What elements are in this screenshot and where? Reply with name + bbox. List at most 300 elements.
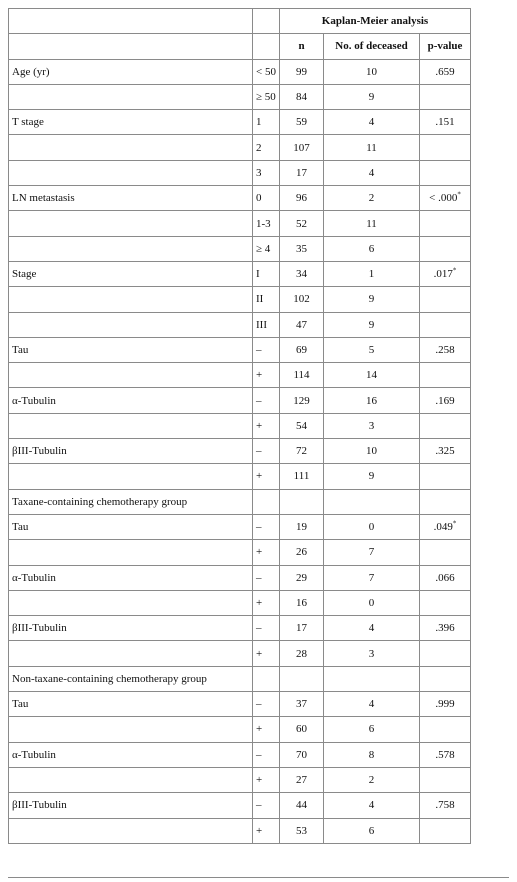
row-n-cell xyxy=(280,59,324,84)
row-deceased-cell xyxy=(324,186,420,211)
row-subgroup-text: – xyxy=(256,622,262,635)
row-deceased-text: 4 xyxy=(368,698,375,711)
row-n-text: 47 xyxy=(296,318,307,331)
row-label-cell xyxy=(9,590,253,615)
row-n-text: 59 xyxy=(296,116,307,129)
row-deceased-text: 10 xyxy=(366,65,377,78)
row-label-text: Tau xyxy=(12,521,29,534)
significance-marker: * xyxy=(452,519,457,528)
row-n-cell xyxy=(280,110,324,135)
row-subgroup-cell xyxy=(253,160,280,185)
row-label-cell xyxy=(9,135,253,160)
table-row xyxy=(9,767,471,792)
row-n-text: 69 xyxy=(296,344,307,356)
row-subgroup-text: 2 xyxy=(256,141,262,154)
row-n-cell xyxy=(280,742,324,767)
row-deceased-cell xyxy=(324,388,420,413)
row-label-cell xyxy=(9,211,253,236)
row-subgroup-cell xyxy=(253,211,280,236)
row-label-cell xyxy=(9,59,253,84)
row-p-value-cell xyxy=(420,287,471,312)
row-deceased-cell xyxy=(324,363,420,388)
table-row xyxy=(9,641,471,666)
row-label-cell xyxy=(9,616,253,641)
row-p-value-cell xyxy=(420,160,471,185)
row-deceased-cell xyxy=(324,110,420,135)
row-deceased-text: 7 xyxy=(368,546,375,559)
row-deceased-text: 2 xyxy=(368,192,375,205)
row-label-cell xyxy=(9,818,253,843)
row-subgroup-cell xyxy=(253,261,280,286)
row-n-cell xyxy=(280,717,324,742)
row-subgroup-text: – xyxy=(256,698,262,711)
row-label-text: T stage xyxy=(12,116,44,129)
row-subgroup-cell xyxy=(253,489,280,514)
table-row xyxy=(9,287,471,312)
row-deceased-cell xyxy=(324,160,420,185)
row-subgroup-text: 0 xyxy=(256,192,262,205)
row-deceased-text: 1 xyxy=(368,268,375,281)
table-row xyxy=(9,413,471,438)
row-label-cell xyxy=(9,413,253,438)
row-subgroup-text: + xyxy=(256,596,263,609)
row-p-value-cell xyxy=(420,211,471,236)
row-subgroup-text: 3 xyxy=(256,166,262,179)
row-deceased-text: 10 xyxy=(366,445,377,458)
row-subgroup-cell xyxy=(253,312,280,337)
row-subgroup-cell xyxy=(253,666,280,691)
row-deceased-cell xyxy=(324,793,420,818)
row-deceased-cell xyxy=(324,337,420,362)
row-p-value-text: .396 xyxy=(435,622,455,635)
row-p-value-text: .659 xyxy=(435,65,455,78)
row-n-cell xyxy=(280,514,324,539)
row-subgroup-cell xyxy=(253,692,280,717)
table-row xyxy=(9,388,471,413)
row-deceased-cell xyxy=(324,312,420,337)
row-p-value-cell xyxy=(420,464,471,489)
row-label-text: βIII-Tubulin xyxy=(12,445,67,458)
row-label-cell xyxy=(9,767,253,792)
row-label-text: α-Tubulin xyxy=(12,394,56,407)
row-label-text: Non-taxane-containing chemotherapy group xyxy=(12,672,207,685)
header-row-group xyxy=(9,9,471,34)
table-row xyxy=(9,616,471,641)
row-n-cell xyxy=(280,211,324,236)
header-blank-cell xyxy=(253,9,280,34)
row-deceased-cell xyxy=(324,211,420,236)
row-subgroup-cell xyxy=(253,540,280,565)
row-subgroup-cell xyxy=(253,565,280,590)
table-row xyxy=(9,514,471,539)
row-deceased-text: 11 xyxy=(366,141,377,154)
row-deceased-cell xyxy=(324,135,420,160)
row-label-cell xyxy=(9,692,253,717)
row-deceased-cell xyxy=(324,717,420,742)
row-subgroup-cell xyxy=(253,413,280,438)
row-subgroup-text: – xyxy=(256,748,262,761)
row-deceased-cell xyxy=(324,287,420,312)
row-p-value-cell xyxy=(420,84,471,109)
table-row xyxy=(9,312,471,337)
row-label-text: Tau xyxy=(12,698,29,711)
row-subgroup-cell xyxy=(253,742,280,767)
row-subgroup-text: – xyxy=(256,521,262,534)
row-p-value-text: .258 xyxy=(435,344,455,356)
row-deceased-cell xyxy=(324,489,420,514)
row-n-cell xyxy=(280,540,324,565)
table-row xyxy=(9,793,471,818)
row-n-cell xyxy=(280,489,324,514)
row-p-value-cell xyxy=(420,692,471,717)
row-n-cell xyxy=(280,793,324,818)
row-subgroup-cell xyxy=(253,236,280,261)
row-label-cell xyxy=(9,337,253,362)
table-row xyxy=(9,464,471,489)
row-n-text: 84 xyxy=(296,91,307,104)
row-n-text: 16 xyxy=(296,596,307,609)
row-deceased-cell xyxy=(324,540,420,565)
row-p-value-cell xyxy=(420,818,471,843)
row-deceased-cell xyxy=(324,84,420,109)
row-label-cell xyxy=(9,84,253,109)
row-n-text: 114 xyxy=(293,369,310,382)
table-row xyxy=(9,110,471,135)
row-deceased-cell xyxy=(324,464,420,489)
row-n-cell xyxy=(280,388,324,413)
row-subgroup-text: ≥ 4 xyxy=(256,242,271,255)
header-row-columns xyxy=(9,34,471,59)
row-label-cell xyxy=(9,742,253,767)
row-subgroup-text: – xyxy=(256,344,262,356)
row-subgroup-text: + xyxy=(256,723,263,736)
row-deceased-text: 6 xyxy=(368,723,375,736)
row-deceased-cell xyxy=(324,565,420,590)
row-p-value-text: .017 xyxy=(433,268,453,281)
table-row xyxy=(9,565,471,590)
row-deceased-cell xyxy=(324,818,420,843)
row-p-value-text: .151 xyxy=(435,116,455,129)
row-deceased-text: 9 xyxy=(368,470,375,483)
row-subgroup-cell xyxy=(253,514,280,539)
row-p-value-cell xyxy=(420,186,471,211)
row-n-text: 34 xyxy=(296,268,307,281)
row-label-cell xyxy=(9,186,253,211)
row-n-text: 37 xyxy=(296,698,307,711)
table-row xyxy=(9,692,471,717)
row-p-value-cell xyxy=(420,388,471,413)
row-label-text: Stage xyxy=(12,268,37,281)
row-subgroup-text: + xyxy=(256,369,263,382)
row-p-value-cell xyxy=(420,312,471,337)
row-n-cell xyxy=(280,666,324,691)
row-deceased-text: 16 xyxy=(366,394,377,407)
row-p-value-cell xyxy=(420,413,471,438)
row-label-cell xyxy=(9,312,253,337)
row-subgroup-text: III xyxy=(256,318,267,331)
row-deceased-cell xyxy=(324,236,420,261)
row-subgroup-cell xyxy=(253,793,280,818)
row-n-cell xyxy=(280,818,324,843)
row-p-value-cell xyxy=(420,261,471,286)
table-row xyxy=(9,135,471,160)
header-group-label: Kaplan-Meier analysis xyxy=(280,9,471,34)
row-p-value-cell xyxy=(420,717,471,742)
row-deceased-cell xyxy=(324,439,420,464)
row-n-cell xyxy=(280,590,324,615)
row-n-text: 26 xyxy=(296,546,307,559)
row-subgroup-text: I xyxy=(256,268,260,281)
row-subgroup-text: ≥ 50 xyxy=(256,91,276,104)
row-p-value-text: .169 xyxy=(435,394,455,407)
row-n-text: 17 xyxy=(296,622,307,635)
row-n-cell xyxy=(280,565,324,590)
table-row xyxy=(9,363,471,388)
row-label-text: α-Tubulin xyxy=(12,748,56,761)
row-p-value-cell xyxy=(420,337,471,362)
row-subgroup-text: – xyxy=(256,445,262,458)
row-n-cell xyxy=(280,413,324,438)
row-subgroup-text: – xyxy=(256,799,262,812)
header-blank-cell xyxy=(9,9,253,34)
row-label-cell xyxy=(9,565,253,590)
row-deceased-text: 9 xyxy=(368,293,375,306)
row-p-value-cell xyxy=(420,590,471,615)
row-label-cell xyxy=(9,540,253,565)
row-deceased-cell xyxy=(324,413,420,438)
row-deceased-cell xyxy=(324,59,420,84)
row-subgroup-cell xyxy=(253,84,280,109)
row-subgroup-cell xyxy=(253,717,280,742)
row-n-cell xyxy=(280,160,324,185)
table-row xyxy=(9,236,471,261)
table-row xyxy=(9,540,471,565)
row-label-cell xyxy=(9,287,253,312)
row-n-text: 102 xyxy=(293,293,310,306)
row-subgroup-cell xyxy=(253,818,280,843)
table-row xyxy=(9,261,471,286)
row-p-value-cell xyxy=(420,540,471,565)
row-label-text: βIII-Tubulin xyxy=(12,622,67,635)
row-n-cell xyxy=(280,287,324,312)
row-deceased-text: 14 xyxy=(366,369,377,382)
row-subgroup-cell xyxy=(253,439,280,464)
row-label-cell xyxy=(9,514,253,539)
row-n-text: 44 xyxy=(296,799,307,812)
row-n-text: 17 xyxy=(296,166,307,179)
row-deceased-text: 3 xyxy=(368,647,375,660)
row-subgroup-text: < 50 xyxy=(256,65,276,78)
row-subgroup-text: + xyxy=(256,647,263,660)
row-p-value-text: .999 xyxy=(435,698,455,711)
row-n-cell xyxy=(280,84,324,109)
row-deceased-text: 0 xyxy=(368,596,375,609)
row-subgroup-cell xyxy=(253,464,280,489)
kaplan-meier-table xyxy=(8,8,471,844)
row-deceased-text: 8 xyxy=(368,748,375,761)
row-deceased-text: 4 xyxy=(368,622,375,635)
row-n-text: 60 xyxy=(296,723,307,736)
row-deceased-text: 4 xyxy=(368,116,375,129)
row-n-cell xyxy=(280,186,324,211)
row-n-cell xyxy=(280,363,324,388)
row-p-value-text: .758 xyxy=(435,799,455,812)
row-label-text: Taxane-containing chemotherapy group xyxy=(12,495,188,508)
row-p-value-cell xyxy=(420,767,471,792)
table-row xyxy=(9,590,471,615)
row-n-cell xyxy=(280,261,324,286)
row-p-value-cell xyxy=(420,110,471,135)
table-header xyxy=(9,9,471,60)
table-row xyxy=(9,211,471,236)
row-deceased-cell xyxy=(324,590,420,615)
row-p-value-cell xyxy=(420,666,471,691)
row-deceased-text: 6 xyxy=(368,242,375,255)
row-subgroup-cell xyxy=(253,59,280,84)
row-deceased-text: 4 xyxy=(368,166,375,179)
row-n-text: 129 xyxy=(293,394,310,407)
table-row xyxy=(9,160,471,185)
row-subgroup-text: – xyxy=(256,571,262,584)
header-col-p-value: p-value xyxy=(420,34,471,59)
significance-marker: * xyxy=(452,266,457,275)
table-row xyxy=(9,186,471,211)
row-label-text: Age (yr) xyxy=(12,65,50,78)
row-p-value-cell xyxy=(420,59,471,84)
header-col-n: n xyxy=(280,34,324,59)
row-n-text: 96 xyxy=(296,192,307,205)
row-subgroup-text: + xyxy=(256,419,263,432)
row-n-cell xyxy=(280,135,324,160)
row-subgroup-text: + xyxy=(256,546,263,559)
row-subgroup-cell xyxy=(253,363,280,388)
row-subgroup-cell xyxy=(253,135,280,160)
row-p-value-cell xyxy=(420,135,471,160)
row-p-value-cell xyxy=(420,565,471,590)
row-subgroup-cell xyxy=(253,186,280,211)
row-label-cell xyxy=(9,439,253,464)
row-subgroup-text: + xyxy=(256,774,263,787)
row-n-cell xyxy=(280,236,324,261)
row-p-value-text: .049 xyxy=(433,521,453,534)
row-p-value-text: .325 xyxy=(435,445,455,458)
row-label-cell xyxy=(9,388,253,413)
row-deceased-text: 9 xyxy=(368,91,375,104)
row-deceased-cell xyxy=(324,742,420,767)
row-n-text: 111 xyxy=(293,470,310,483)
row-subgroup-text: 1 xyxy=(256,116,262,129)
row-deceased-text: 9 xyxy=(368,318,375,331)
row-p-value-cell xyxy=(420,363,471,388)
table-bottom-rule xyxy=(8,877,509,878)
row-subgroup-cell xyxy=(253,641,280,666)
row-deceased-text: 0 xyxy=(368,521,375,534)
table-row xyxy=(9,742,471,767)
table-row xyxy=(9,717,471,742)
row-n-text: 52 xyxy=(296,217,307,230)
row-subgroup-text: 1-3 xyxy=(256,217,271,230)
row-p-value-cell xyxy=(420,793,471,818)
row-p-value-cell xyxy=(420,236,471,261)
row-n-text: 35 xyxy=(296,242,307,255)
row-deceased-text: 3 xyxy=(368,419,375,432)
row-subgroup-cell xyxy=(253,337,280,362)
row-subgroup-cell xyxy=(253,388,280,413)
table-row xyxy=(9,59,471,84)
row-n-cell xyxy=(280,439,324,464)
header-blank-cell xyxy=(253,34,280,59)
row-label-cell xyxy=(9,236,253,261)
row-deceased-text: 6 xyxy=(368,824,375,837)
row-label-cell xyxy=(9,363,253,388)
table-row xyxy=(9,439,471,464)
row-p-value-text: .578 xyxy=(435,748,455,761)
row-n-cell xyxy=(280,692,324,717)
row-n-text: 54 xyxy=(296,419,307,432)
header-blank-cell xyxy=(9,34,253,59)
row-p-value-cell xyxy=(420,514,471,539)
row-subgroup-cell xyxy=(253,767,280,792)
row-subgroup-text: – xyxy=(256,394,262,407)
row-p-value-cell xyxy=(420,616,471,641)
row-label-text: LN metastasis xyxy=(12,192,75,205)
row-n-cell xyxy=(280,767,324,792)
row-label-cell xyxy=(9,489,253,514)
row-p-value-text: .066 xyxy=(435,571,455,584)
row-label-cell xyxy=(9,464,253,489)
row-n-cell xyxy=(280,616,324,641)
row-n-text: 28 xyxy=(296,647,307,660)
table-body xyxy=(9,59,471,843)
row-label-cell xyxy=(9,110,253,135)
row-deceased-text: 4 xyxy=(368,799,375,812)
row-n-cell xyxy=(280,641,324,666)
row-subgroup-cell xyxy=(253,616,280,641)
row-label-cell xyxy=(9,793,253,818)
row-label-cell xyxy=(9,717,253,742)
table-row xyxy=(9,84,471,109)
row-n-text: 53 xyxy=(296,824,307,837)
row-n-cell xyxy=(280,337,324,362)
row-deceased-cell xyxy=(324,641,420,666)
row-label-cell xyxy=(9,666,253,691)
row-label-text: Tau xyxy=(12,344,29,356)
row-n-text: 99 xyxy=(296,65,307,78)
table-row xyxy=(9,489,471,514)
row-subgroup-text: II xyxy=(256,293,264,306)
row-subgroup-cell xyxy=(253,590,280,615)
row-deceased-cell xyxy=(324,767,420,792)
row-subgroup-text: + xyxy=(256,470,263,483)
row-subgroup-text: + xyxy=(256,824,263,837)
row-deceased-cell xyxy=(324,666,420,691)
row-p-value-cell xyxy=(420,439,471,464)
row-deceased-cell xyxy=(324,514,420,539)
row-subgroup-cell xyxy=(253,287,280,312)
row-n-text: 29 xyxy=(296,571,307,584)
row-label-text: α-Tubulin xyxy=(12,571,56,584)
row-label-cell xyxy=(9,641,253,666)
table-row xyxy=(9,337,471,362)
row-deceased-cell xyxy=(324,261,420,286)
row-deceased-text: 7 xyxy=(368,571,375,584)
row-deceased-text: 5 xyxy=(368,344,375,356)
row-deceased-text: 2 xyxy=(368,774,375,787)
row-p-value-cell xyxy=(420,489,471,514)
row-n-cell xyxy=(280,312,324,337)
table-row xyxy=(9,818,471,843)
row-n-text: 27 xyxy=(296,774,307,787)
